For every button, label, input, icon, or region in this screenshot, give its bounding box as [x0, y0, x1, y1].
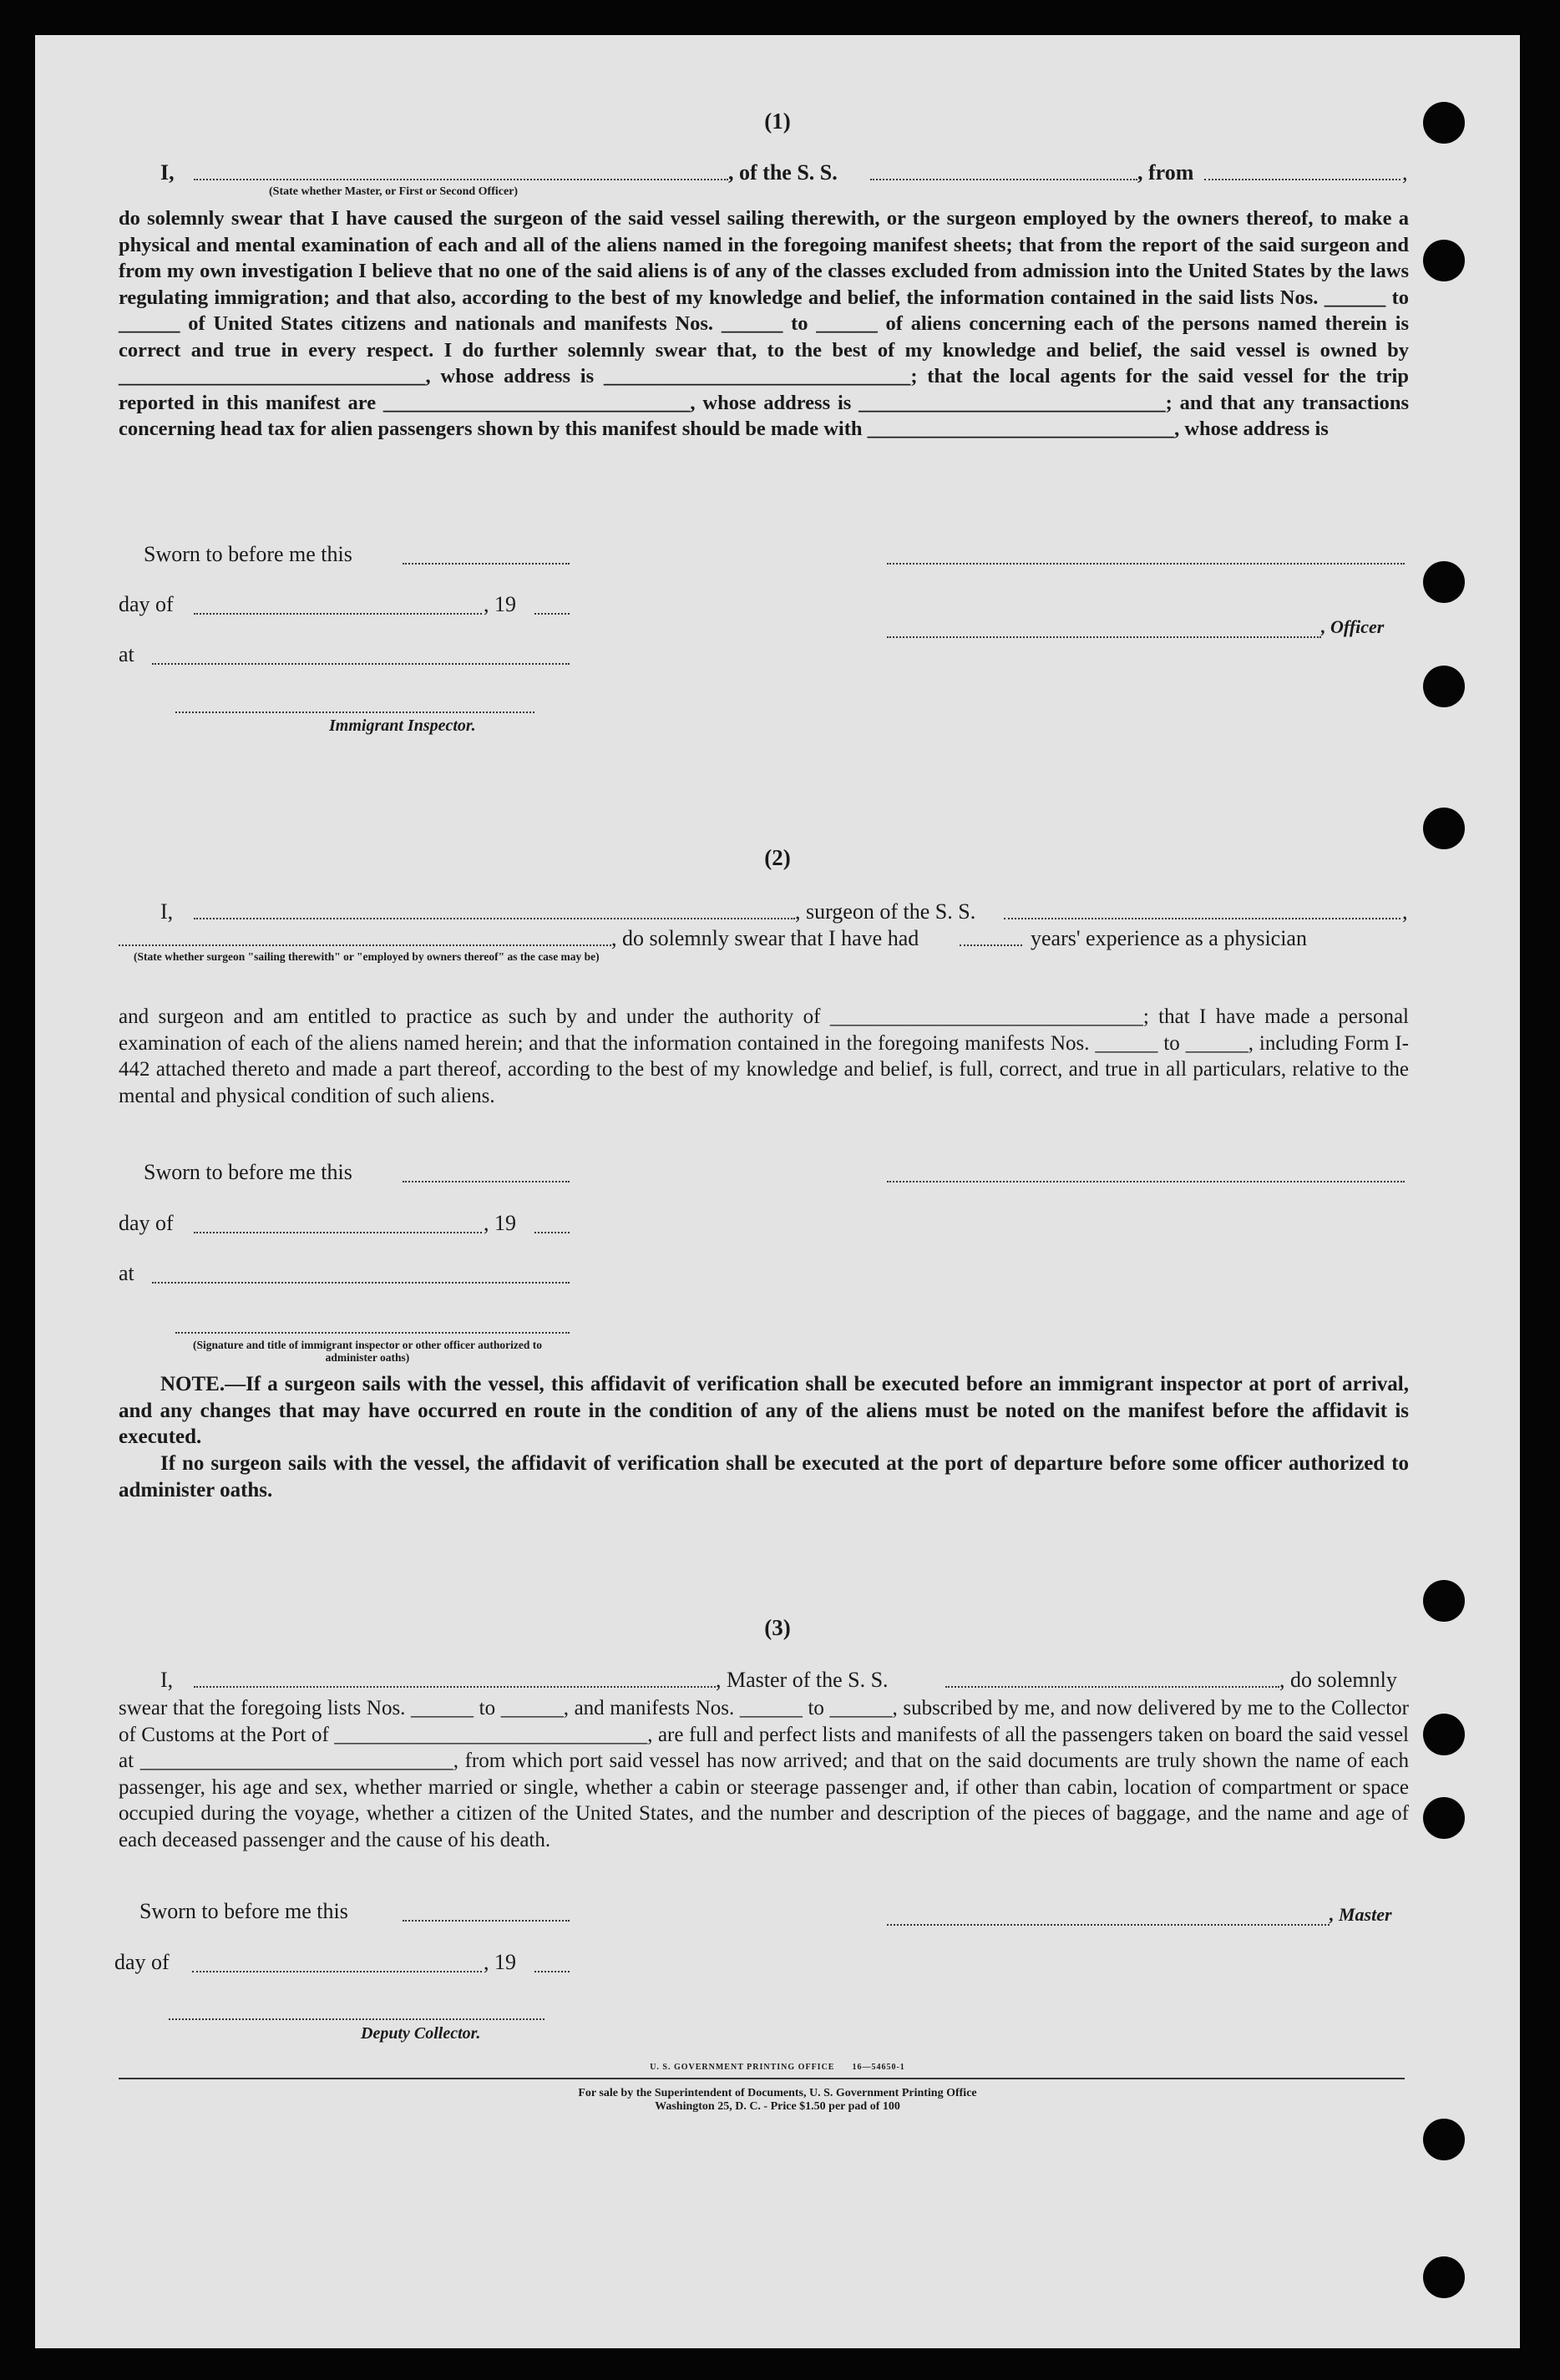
s2-swear-label: , do solemnly swear that I have had — [611, 926, 919, 950]
s1-vessel-blank[interactable] — [870, 179, 1137, 180]
s1-end-comma: , — [1402, 160, 1408, 185]
s2-i-label: I, — [160, 899, 174, 924]
s1-officer-note: (State whether Master, or First or Second Officer) — [269, 185, 519, 198]
s2-signature-line[interactable] — [887, 1181, 1405, 1182]
s1-inspector-line[interactable] — [175, 711, 534, 713]
s2-vessel-blank[interactable] — [1004, 918, 1400, 919]
s1-officer-blank[interactable] — [194, 179, 728, 180]
s3-i-label: I, — [160, 1668, 174, 1692]
punch-hole — [1423, 1797, 1465, 1839]
s2-years-label: years' experience as a physician — [1031, 926, 1307, 950]
s2-end-comma: , — [1402, 899, 1408, 924]
gpo-imprint: U. S. GOVERNMENT PRINTING OFFICE 16—54650-1 — [650, 2063, 905, 2072]
s2-surgeon-name-blank[interactable] — [194, 918, 795, 919]
s3-dayof-label: day of — [114, 1950, 170, 1974]
s3-master-name-blank[interactable] — [194, 1686, 716, 1688]
s1-dayof-label: day of — [119, 592, 174, 616]
s2-sworn-blank[interactable] — [403, 1181, 570, 1182]
s3-collector-label: Deputy Collector. — [361, 2024, 481, 2043]
s2-note-surgeon-sails: NOTE.—If a surgeon sails with the vessel, this affidavit of verification shall be executed before an immigrant inspector at port of arrival, and any changes that may have occurred en route in the condition of any of the aliens must be noted on the manifest before the affidavit is executed. — [119, 1373, 1409, 1448]
punch-hole — [1423, 240, 1465, 281]
s1-of-ss-label: , of the S. S. — [728, 160, 838, 185]
s1-oath-body: do solemnly swear that I have caused the surgeon of the said vessel sailing therewith, or the surgeon employed by the owners thereof, to make a physical and mental examination of each and all of the aliens named in the foregoing manifest sheets; that from the report of the said surgeon and from my own investigation I believe that no one of the said aliens is of any of the classes excluded from admission into the United States by the laws regulating immigration; and that also, according to the best of my knowledge and belief, the information contained in the said lists Nos. ______ to ______ of United States citizens and nationals and manifests Nos. ______ to ______ of aliens concerning each of the persons named therein is correct and true in every respect. I do further solemnly swear that, to the best of my knowledge and belief, the said vessel is owned by ______________________________, whose address is ______________________________; that the local agents for the said vessel for the trip reported in this manifest are ______________________________, whose address is ______________________________; and that any transactions concerning head tax for alien passengers shown by this manifest should be made with ______________________________, whose address is — [119, 207, 1409, 440]
s1-officer-label: , Officer — [1321, 616, 1385, 637]
s1-sworn-label: Sworn to before me this — [144, 542, 352, 566]
s1-day-blank[interactable] — [194, 613, 482, 615]
s1-from-blank[interactable] — [1204, 179, 1400, 180]
s2-official-line[interactable] — [175, 1332, 570, 1334]
s3-collector-line[interactable] — [169, 2018, 544, 2020]
s2-surgeon-type-blank[interactable] — [119, 944, 611, 946]
s1-signature-line[interactable] — [887, 563, 1405, 565]
s1-year-blank[interactable] — [534, 613, 570, 615]
s2-surgeon-label: , surgeon of the S. S. — [795, 899, 976, 924]
punch-hole — [1423, 561, 1465, 603]
section-1-number: (1) — [764, 109, 791, 134]
s1-officer-line[interactable] — [887, 636, 1321, 638]
form-page — [35, 35, 1520, 2348]
s3-master-signature-line[interactable] — [887, 1924, 1330, 1926]
s2-day-blank[interactable] — [194, 1232, 482, 1233]
s2-sworn-label: Sworn to before me this — [144, 1160, 352, 1184]
s3-master-label: , Master of the S. S. — [716, 1668, 889, 1692]
s2-signature-note: (Signature and title of immigrant inspector or other officer authorized to administer oaths) — [193, 1339, 542, 1364]
punch-hole — [1423, 1714, 1465, 1755]
s3-oath-body: swear that the foregoing lists Nos. ______ to ______, and manifests Nos. ______ to ______, subscribed by me, and now delivered by me to the Collector of Customs at the Port of ______________________________, are full and perfect lists and manifests of all the passengers taken on board the said vessel at ______________________________, from which port said vessel has now arrived; and that on the said documents are truly shown the name of each passenger, his age and sex, whether married or single, whether a cabin or steerage passenger and, if other than cabin, location of compartment or space occupied during the voyage, whether a citizen of the United States, and the number and description of the pieces of baggage, and the name and age of each deceased passenger and the cause of his death. — [119, 1697, 1409, 1851]
s1-at-label: at — [119, 642, 134, 666]
s2-note-no-surgeon: If no surgeon sails with the vessel, the affidavit of verification shall be executed at the port of departure before some officer authorized to administer oaths. — [119, 1452, 1409, 1501]
s3-solemnly-label: , do solemnly — [1279, 1668, 1397, 1692]
s1-sworn-blank[interactable] — [403, 563, 570, 565]
punch-hole — [1423, 2119, 1465, 2160]
s2-at-blank[interactable] — [152, 1282, 570, 1284]
s3-sworn-label: Sworn to before me this — [139, 1899, 348, 1923]
s1-at-blank[interactable] — [152, 663, 570, 665]
s2-surgeon-note: (State whether surgeon "sailing therewith" or "employed by owners thereof" as the case may be) — [134, 950, 600, 963]
s1-from-label: , from — [1137, 160, 1194, 185]
s2-oath-body: and surgeon and am entitled to practice as such by and under the authority of ______________________________; that I have made a personal examination of each of the aliens named herein; and that the information contained in the foregoing manifests Nos. ______ to ______, including Form I-442 attached thereto and made a part thereof, according to the best of my knowledge and belief, is full, correct, and true in all particulars, relative to the mental and physical condition of such aliens. — [119, 1005, 1409, 1107]
s3-day-blank[interactable] — [192, 1971, 482, 1972]
s2-19-label: , 19 — [484, 1211, 516, 1235]
s2-at-label: at — [119, 1261, 134, 1285]
section-2-number: (2) — [764, 845, 791, 870]
footer-rule — [119, 2078, 1405, 2079]
s1-19-label: , 19 — [484, 592, 516, 616]
sale-line-2: Washington 25, D. C. - Price $1.50 per pad of 100 — [655, 2100, 900, 2113]
s2-year-blank[interactable] — [534, 1232, 570, 1233]
s3-year-blank[interactable] — [534, 1971, 570, 1972]
s3-master-label-sig: , Master — [1330, 1904, 1392, 1925]
sale-line-1: For sale by the Superintendent of Documents, U. S. Government Printing Office — [578, 2087, 977, 2099]
s3-sworn-blank[interactable] — [403, 1920, 570, 1922]
s3-19-label: , 19 — [484, 1950, 516, 1974]
s2-years-blank[interactable] — [960, 944, 1022, 946]
s1-i-label: I, — [160, 160, 175, 185]
punch-hole — [1423, 666, 1465, 707]
punch-hole — [1423, 808, 1465, 849]
section-3-number: (3) — [764, 1615, 791, 1640]
s1-inspector-label: Immigrant Inspector. — [329, 717, 476, 735]
s2-dayof-label: day of — [119, 1211, 174, 1235]
punch-hole — [1423, 2256, 1465, 2298]
s3-vessel-blank[interactable] — [945, 1686, 1279, 1688]
